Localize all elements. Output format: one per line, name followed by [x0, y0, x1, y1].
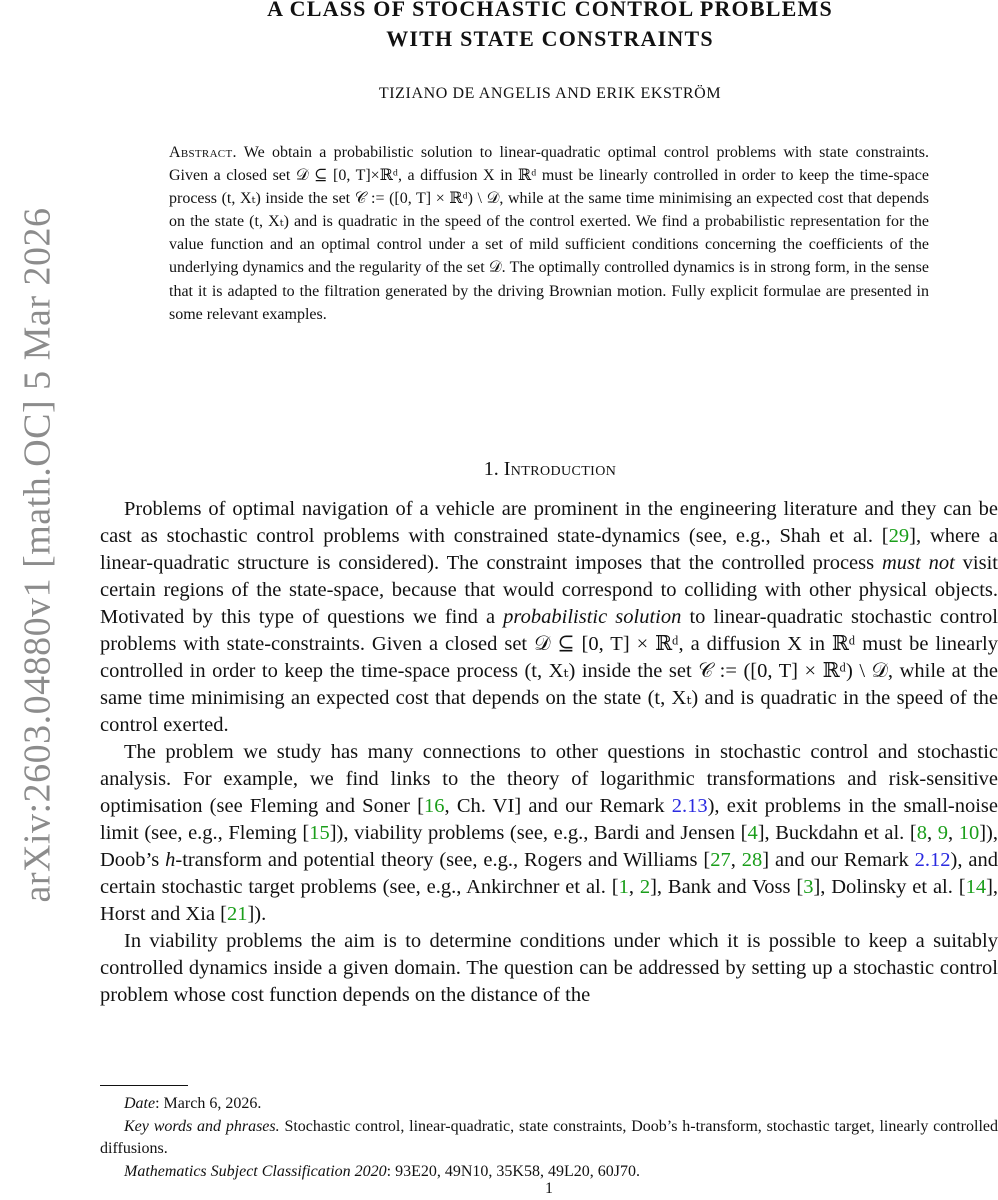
paragraph-2 [100, 739, 998, 928]
text-run: ] and our Remark [762, 849, 915, 871]
section-heading [100, 458, 998, 481]
text-run: ], Horst and Xia [ [100, 876, 998, 925]
footnote-rule [100, 1085, 188, 1086]
text-run: ]), viability problems (see, e.g., Bardi and Jensen [ [329, 822, 748, 844]
citation-link[interactable]: 4 [747, 822, 758, 844]
text-run: , [628, 876, 640, 898]
text-run: to linear-quadratic stochastic control problems with state-constraints. Given a closed set 𝒟 ⊆ [0, T] × ℝᵈ, a diffusion X in ℝᵈ must be linearly controlled in order to keep the time-space process (t, Xₜ) inside the set 𝒞 := ([0, T] × ℝᵈ) \ 𝒟, while at the same time minimising an expected cost that depends on the state (t, Xₜ) and is quadratic in the speed of the control exerted. [100, 606, 998, 736]
text-run: ]), Doob’s [100, 822, 998, 871]
arxiv-stamp-text: arXiv:2603.04880v1 [math.OC] 5 Mar 2026 [16, 207, 58, 903]
text-run: , [730, 849, 742, 871]
citation-link[interactable]: 21 [226, 903, 248, 925]
title-line-2: WITH STATE CONSTRAINTS [386, 26, 714, 51]
citation-link[interactable]: 8 [916, 822, 927, 844]
citation-link[interactable]: 3 [803, 876, 814, 898]
text-run: ]). [247, 903, 267, 925]
msc-value: : 93E20, 49N10, 35K58, 49L20, 60J70. [386, 1162, 640, 1180]
msc-label: Mathematics Subject Classification 2020 [124, 1162, 387, 1180]
remark-link[interactable]: 2.12 [914, 849, 951, 871]
abstract-text: We obtain a probabilistic solution to linear-quadratic optimal control problems with state constraints. Given a closed set 𝒟 ⊆ [0, T]×ℝᵈ, a diffusion X in ℝᵈ must be linearly controlled in order to keep the time-space process (t, Xₜ) inside the set 𝒞 := ([0, T] × ℝᵈ) \ 𝒟, while at the same time minimising an expected cost that depends on the state (t, Xₜ) and is quadratic in the speed of the control exerted. We find a probabilistic representation for the value function and an optimal control under a set of mild sufficient conditions concerning the coefficients of the underlying dynamics and the regularity of the set 𝒟. The optimally controlled dynamics is in strong form, in the sense that it is adapted to the filtration generated by the driving Brownian motion. Fully explicit formulae are presented in some relevant examples. [169, 144, 929, 323]
citation-link[interactable]: 9 [937, 822, 948, 844]
emphasis: h [165, 849, 176, 871]
citation-link[interactable]: 15 [309, 822, 330, 844]
keywords-value: Stochastic control, linear-quadratic, state constraints, Doob’s h-transform, stochastic target, linearly controlled diffusions. [100, 1117, 998, 1157]
text-run: , [927, 822, 938, 844]
text-run: ], Bank and Voss [ [650, 876, 804, 898]
text-run: ], where a linear-quadratic structure is considered). The constraint imposes that the controlled process [100, 525, 998, 574]
abstract [169, 141, 929, 326]
section-title: Introduction [503, 458, 617, 480]
text-run: ], Dolinsky et al. [ [813, 876, 966, 898]
date-value: : March 6, 2026. [155, 1095, 262, 1112]
title-line-1: A CLASS OF STOCHASTIC CONTROL PROBLEMS [267, 0, 833, 21]
text-run: visit certain regions of the state-space, because that would correspond to colliding with other physical objects. Motivated by this type of questions we find a [100, 552, 998, 628]
page-number: 1 [545, 1180, 553, 1197]
footnote-date [100, 1093, 998, 1116]
citation-link[interactable]: 28 [741, 849, 763, 871]
citation-link[interactable]: 16 [424, 795, 445, 817]
text-run: ), exit problems in the small-noise limit (see, e.g., Fleming [ [100, 795, 998, 844]
keywords-label: Key words and phrases. [124, 1117, 280, 1135]
paragraph-1 [100, 496, 998, 739]
date-label: Date [124, 1095, 156, 1112]
citation-link[interactable]: 1 [618, 876, 629, 898]
authors: TIZIANO DE ANGELIS AND ERIK EKSTRÖM [378, 85, 722, 102]
text-run: -transform and potential theory (see, e.g., Rogers and Williams [ [175, 849, 711, 871]
abstract-label: Abstract. [169, 144, 237, 161]
citation-link[interactable]: 29 [888, 525, 910, 547]
paragraph-3: In viability problems the aim is to determine conditions under which it is possible to keep a suitably controlled dynamics inside a given domain. The question can be addressed by setting up a stochastic control problem whose cost function depends on the distance of the [100, 930, 998, 1006]
remark-link[interactable]: 2.13 [671, 795, 708, 817]
citation-link[interactable]: 27 [710, 849, 731, 871]
text-run: The problem we study has many connections to other questions in stochastic control and stochastic analysis. For example, we find links to the theory of logarithmic transformations and risk-sensitive optimisation (see Fleming and Soner [ [100, 741, 998, 817]
citation-link[interactable]: 14 [965, 876, 987, 898]
text-run: , [947, 822, 959, 844]
section-number: 1. [483, 458, 499, 480]
paper-title [100, 0, 998, 54]
footnotes [100, 1093, 998, 1183]
emphasis: must not [881, 552, 955, 574]
text-run: , Ch. VI] and our Remark [444, 795, 672, 817]
arxiv-identifier-stamp [14, 205, 60, 905]
emphasis: probabilistic solution [503, 606, 682, 628]
introduction-body [100, 496, 998, 1009]
text-run: Problems of optimal navigation of a vehicle are prominent in the engineering literature and they can be cast as stochastic control problems with constrained state-dynamics (see, e.g., Shah et al. [ [100, 498, 998, 547]
text-run: ], Buckdahn et al. [ [757, 822, 917, 844]
footnote-keywords [100, 1116, 998, 1161]
citation-link[interactable]: 2 [639, 876, 651, 898]
text-run: ), and certain stochastic target problems (see, e.g., Ankirchner et al. [ [100, 849, 998, 898]
citation-link[interactable]: 10 [958, 822, 980, 844]
